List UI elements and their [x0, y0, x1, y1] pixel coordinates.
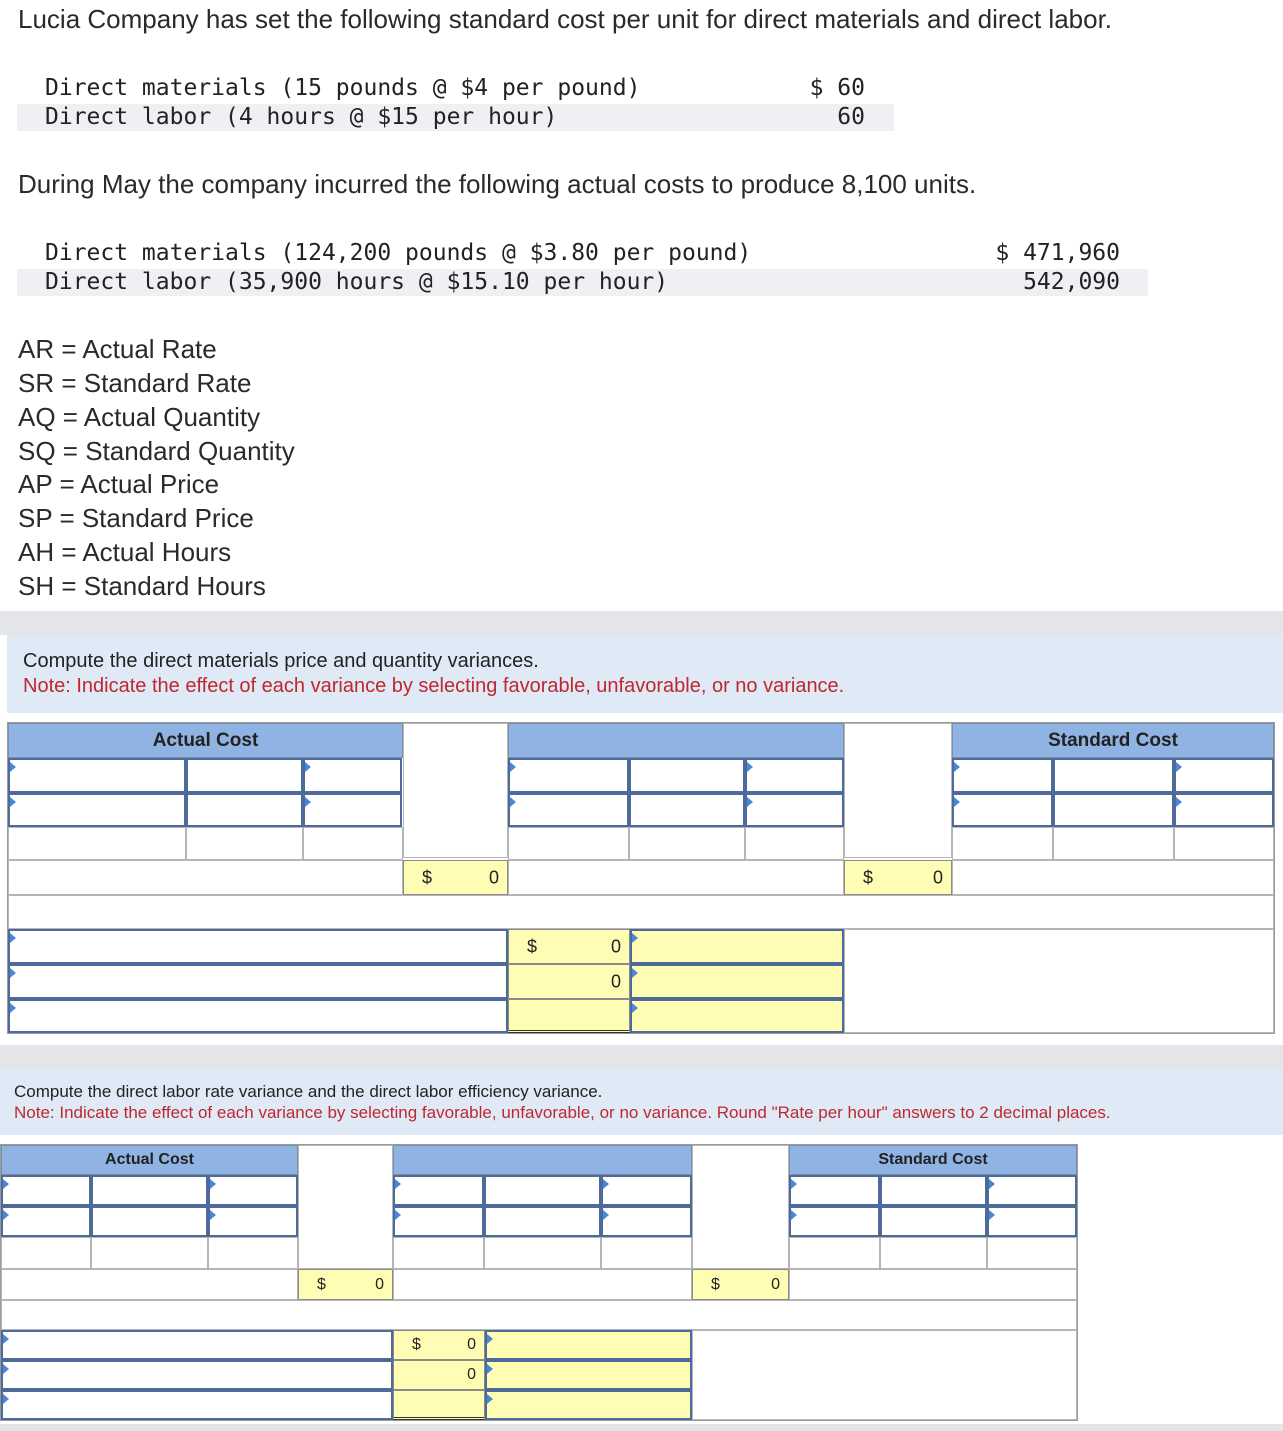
actual-cost-total-value: 0: [488, 867, 499, 887]
rate-variance-effect-select[interactable]: [485, 1330, 692, 1360]
actual-quantity-select[interactable]: [8, 758, 186, 793]
blank-cell: [8, 860, 403, 895]
part2-question: Compute the direct labor rate variance and the direct labor efficiency variance.: [14, 1082, 603, 1101]
actual-intro-text: During May the company incurred the following actual costs to produce 8,100 units.: [18, 169, 977, 199]
blank-cell: [91, 1237, 208, 1269]
blank-cell: [952, 860, 1274, 895]
middle-quantity-select[interactable]: [508, 758, 629, 793]
standard-rate-input[interactable]: [880, 1206, 987, 1237]
blank-cell: [952, 827, 1053, 860]
actual-price-op-select[interactable]: [303, 793, 402, 827]
blank-cell: [601, 1237, 692, 1269]
blank-cell: [789, 1269, 1077, 1300]
actual-hours-input[interactable]: [91, 1175, 208, 1206]
rate-variance-amount: [393, 1330, 485, 1360]
total-variance-amount: [508, 999, 630, 1033]
actual-hours-op-select[interactable]: [208, 1175, 298, 1206]
blank-cell: [393, 1237, 484, 1269]
part2-instructions: [0, 1069, 1283, 1135]
actual-cost-total: [403, 860, 508, 895]
part1-question: Compute the direct materials price and quantity variances.: [23, 650, 539, 672]
total-labor-variance-amount: [393, 1390, 485, 1420]
actual-rate-op-select[interactable]: [208, 1206, 298, 1237]
standard-materials-amount: $ 60: [809, 75, 865, 101]
standard-price-op-select[interactable]: [1174, 793, 1274, 827]
efficiency-variance-value: 0: [467, 1366, 476, 1383]
rate-variance-label-select[interactable]: [1, 1330, 393, 1360]
intro-text: Lucia Company has set the following standard cost per unit for direct materials and direct labor.: [18, 4, 1113, 34]
abbr-ap: AP = Actual Price: [18, 469, 220, 499]
spacer-cell: [692, 1145, 789, 1269]
blank-cell: [393, 1269, 692, 1300]
blank-cell: [745, 827, 844, 860]
middle-rate-input[interactable]: [484, 1206, 601, 1237]
total-labor-variance-effect-select[interactable]: [485, 1390, 692, 1420]
blank-cell: [8, 827, 186, 860]
middle-price-input[interactable]: [629, 793, 745, 827]
middle-rate-select[interactable]: [393, 1206, 484, 1237]
middle-header: [393, 1145, 692, 1175]
section-divider: [0, 611, 1283, 635]
spacer-cell: [844, 723, 952, 858]
middle-cost-total-value: 0: [932, 867, 943, 887]
spacer-cell: [298, 1145, 393, 1269]
price-variance-value: 0: [610, 936, 621, 956]
section-divider: [0, 1045, 1283, 1069]
standard-hours-input[interactable]: [880, 1175, 987, 1206]
total-labor-variance-label-select[interactable]: [1, 1390, 393, 1420]
rate-variance-value: 0: [467, 1336, 476, 1353]
blank-cell: [1174, 827, 1274, 860]
standard-rate-op-select[interactable]: [987, 1206, 1077, 1237]
efficiency-variance-label-select[interactable]: [1, 1360, 393, 1390]
blank-cell: [508, 860, 844, 895]
standard-rate-select[interactable]: [789, 1206, 880, 1237]
part2-note: Note: Indicate the effect of each variance by selecting favorable, unfavorable, or no variance. Round "Rate per hour" answers to 2 decimal places.: [14, 1103, 1111, 1122]
efficiency-variance-effect-select[interactable]: [485, 1360, 692, 1390]
actual-cost-header: Actual Cost: [8, 723, 403, 758]
abbr-sh: SH = Standard Hours: [18, 571, 266, 601]
quantity-variance-effect-select[interactable]: [630, 964, 844, 999]
standard-cost-header: Standard Cost: [952, 723, 1274, 758]
middle-hours-op-select[interactable]: [601, 1175, 692, 1206]
currency-symbol: $: [412, 1336, 421, 1353]
currency-symbol: $: [863, 867, 874, 887]
abbr-ah: AH = Actual Hours: [18, 537, 232, 567]
price-variance-amount: [508, 929, 630, 964]
middle-labor-total: [692, 1269, 789, 1300]
middle-cost-total: [844, 860, 952, 895]
actual-labor-amount: 542,090: [1023, 269, 1120, 295]
standard-hours-select[interactable]: [789, 1175, 880, 1206]
blank-cell: [208, 1237, 298, 1269]
standard-price-input[interactable]: [1053, 793, 1174, 827]
blank-cell: [1053, 827, 1174, 860]
actual-rate-input[interactable]: [91, 1206, 208, 1237]
middle-price-op-select[interactable]: [745, 793, 844, 827]
actual-materials-amount: $ 471,960: [995, 240, 1120, 266]
standard-cost-header: Standard Cost: [789, 1145, 1077, 1175]
part1-instructions: [7, 635, 1283, 713]
abbr-sr: SR = Standard Rate: [18, 368, 252, 398]
blank-cell: [692, 1330, 1077, 1420]
blank-cell: [629, 827, 745, 860]
bottom-divider: [0, 1424, 1283, 1431]
quantity-variance-amount: [508, 964, 630, 999]
standard-hours-op-select[interactable]: [987, 1175, 1077, 1206]
actual-quantity-op-select[interactable]: [303, 758, 402, 793]
price-variance-effect-select[interactable]: [630, 929, 844, 964]
standard-quantity-op-select[interactable]: [1174, 758, 1274, 793]
quantity-variance-label-select[interactable]: [8, 964, 508, 999]
blank-cell: [844, 929, 1274, 1033]
middle-price-select[interactable]: [508, 793, 629, 827]
blank-cell: [484, 1237, 601, 1269]
middle-rate-op-select[interactable]: [601, 1206, 692, 1237]
middle-hours-input[interactable]: [484, 1175, 601, 1206]
standard-labor-amount: 60: [837, 104, 865, 130]
middle-quantity-input[interactable]: [629, 758, 745, 793]
blank-cell: [508, 827, 629, 860]
abbr-sp: SP = Standard Price: [18, 503, 254, 533]
standard-price-select[interactable]: [952, 793, 1053, 827]
standard-quantity-select[interactable]: [952, 758, 1053, 793]
blank-cell: [186, 827, 303, 860]
actual-rate-select[interactable]: [1, 1206, 91, 1237]
actual-price-input[interactable]: [186, 793, 303, 827]
abbr-aq: AQ = Actual Quantity: [18, 402, 261, 432]
spacer-cell: [403, 723, 508, 858]
middle-header: [508, 723, 844, 758]
actual-price-select[interactable]: [8, 793, 186, 827]
blank-cell: [1, 1269, 298, 1300]
middle-hours-select[interactable]: [393, 1175, 484, 1206]
actual-labor-label: Direct labor (35,900 hours @ $15.10 per hour): [45, 269, 669, 295]
efficiency-variance-amount: [393, 1360, 485, 1390]
part1-note: Note: Indicate the effect of each variance by selecting favorable, unfavorable, or no variance.: [23, 675, 845, 697]
standard-materials-label: Direct materials (15 pounds @ $4 per pound): [45, 75, 641, 101]
blank-row: [1, 1300, 1077, 1330]
abbr-sq: SQ = Standard Quantity: [18, 436, 295, 466]
currency-symbol: $: [527, 936, 538, 956]
blank-cell: [303, 827, 403, 860]
currency-symbol: $: [317, 1275, 326, 1293]
currency-symbol: $: [422, 867, 433, 887]
blank-cell: [880, 1237, 987, 1269]
standard-quantity-input[interactable]: [1053, 758, 1174, 793]
currency-symbol: $: [711, 1275, 720, 1293]
actual-hours-select[interactable]: [1, 1175, 91, 1206]
price-variance-label-select[interactable]: [8, 929, 508, 964]
blank-cell: [1, 1237, 91, 1269]
middle-quantity-op-select[interactable]: [745, 758, 844, 793]
actual-quantity-input[interactable]: [186, 758, 303, 793]
blank-cell: [987, 1237, 1077, 1269]
total-variance-label-select[interactable]: [8, 999, 508, 1033]
total-variance-effect-select[interactable]: [630, 999, 844, 1033]
quantity-variance-value: 0: [610, 971, 621, 991]
standard-labor-label: Direct labor (4 hours @ $15 per hour): [45, 104, 558, 130]
middle-labor-total-value: 0: [771, 1275, 780, 1293]
actual-cost-header: Actual Cost: [1, 1145, 298, 1175]
blank-row: [8, 895, 1274, 929]
blank-cell: [789, 1237, 880, 1269]
actual-labor-total-value: 0: [375, 1275, 384, 1293]
abbr-ar: AR = Actual Rate: [18, 334, 217, 364]
actual-labor-total: [298, 1269, 393, 1300]
actual-materials-label: Direct materials (124,200 pounds @ $3.80 per pound): [45, 240, 752, 266]
